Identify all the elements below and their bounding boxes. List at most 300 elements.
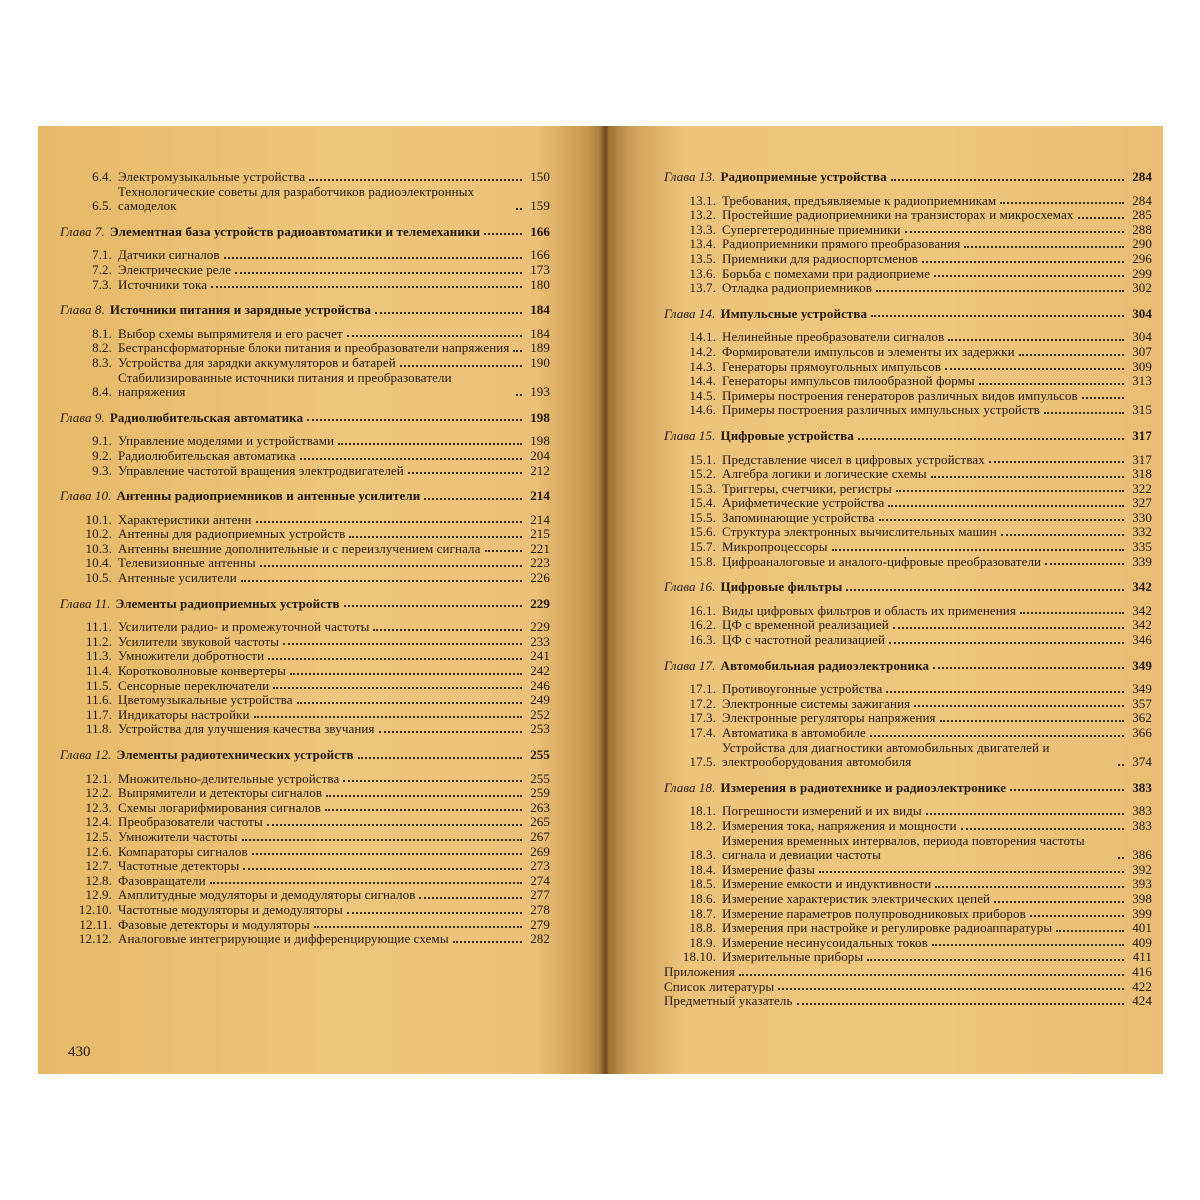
- leader-dots: [419, 897, 522, 899]
- leader-dots: [1082, 397, 1124, 399]
- section-title: Структура электронных вычислительных машин: [722, 524, 997, 540]
- section-number: 11.7.: [85, 706, 112, 722]
- leader-dots: [375, 312, 522, 314]
- section-number: 13.1.: [689, 192, 716, 208]
- section-title: Измерения тока, напряжения и мощности: [722, 817, 957, 833]
- page-ref: 277: [530, 887, 550, 903]
- section-entry: [60, 679, 550, 694]
- leader-dots: [778, 988, 1124, 990]
- section-entry: [664, 511, 1152, 526]
- leader-dots: [961, 828, 1124, 830]
- section-number: 12.2.: [85, 785, 112, 801]
- leader-dots: [485, 550, 522, 552]
- leader-dots: [358, 757, 522, 759]
- section-title: Генераторы прямоугольных импульсов: [722, 358, 942, 374]
- section-number: 10.4.: [85, 555, 112, 571]
- section-number: 6.5.: [92, 198, 112, 214]
- section-title: Измерительные приборы: [722, 949, 864, 965]
- chapter-heading: [60, 303, 550, 318]
- page-ref: 193: [530, 384, 550, 400]
- page-ref: 315: [1132, 402, 1152, 418]
- leader-dots: [256, 521, 522, 523]
- section-title: Борьба с помехами при радиоприеме: [722, 265, 931, 281]
- section-number: 17.1.: [689, 681, 716, 697]
- section-title: Антенные усилители: [118, 570, 237, 586]
- page-ref: 189: [530, 340, 550, 356]
- chapter-title: Автомобильная радиоэлектроника: [720, 657, 930, 673]
- section-number: 13.4.: [689, 236, 716, 252]
- page-ref: 374: [1132, 754, 1152, 770]
- leader-dots: [989, 461, 1124, 463]
- leader-dots: [886, 691, 1124, 693]
- page-ref: 198: [530, 433, 550, 449]
- leader-dots: [516, 394, 522, 396]
- page-ref: 296: [1132, 250, 1152, 266]
- section-entry: [60, 932, 550, 947]
- section-title: Схемы логарифмирования сигналов: [118, 799, 321, 815]
- section-number: 11.4.: [85, 663, 112, 679]
- section-title: Простейшие радиоприемники на транзисторах и микросхемах: [722, 207, 1074, 223]
- section-title: Приемники для радиоспортсменов: [722, 250, 919, 266]
- page-ref: 278: [530, 901, 550, 917]
- leader-dots: [1044, 412, 1124, 414]
- leader-dots: [879, 519, 1125, 521]
- section-entry: [664, 936, 1152, 951]
- leader-dots: [325, 809, 522, 811]
- page-ref: 309: [1132, 358, 1152, 374]
- page-ref: 233: [530, 633, 550, 649]
- leader-dots: [242, 839, 522, 841]
- leader-dots: [931, 476, 1124, 478]
- page-ref: 214: [530, 488, 550, 504]
- section-entry: [60, 556, 550, 571]
- section-entry: [664, 804, 1152, 819]
- section-entry: [664, 711, 1152, 726]
- section-number: 15.5.: [689, 509, 716, 525]
- section-title: Генераторы импульсов пилообразной формы: [722, 373, 975, 389]
- section-entry: [664, 863, 1152, 878]
- page-ref: 383: [1132, 803, 1152, 819]
- page-ref: 399: [1132, 905, 1152, 921]
- leader-dots: [211, 286, 522, 288]
- page-ref: 166: [530, 223, 550, 239]
- leader-dots: [935, 886, 1124, 888]
- page-ref: 269: [530, 843, 550, 859]
- page-ref: 366: [1132, 725, 1152, 740]
- page-ref: 226: [530, 570, 550, 586]
- leader-dots: [948, 339, 1124, 341]
- page-ref: 229: [530, 595, 550, 611]
- right-page-toc: [664, 170, 1152, 1009]
- section-title: Бестрансформаторные блоки питания и преобразователи напряжения: [118, 340, 510, 356]
- leader-dots: [870, 735, 1124, 737]
- section-number: 14.2.: [689, 343, 716, 359]
- leader-dots: [516, 208, 522, 210]
- chapter-title: Элементы радиоприемных устройств: [115, 595, 340, 611]
- page-ref: 150: [530, 169, 550, 184]
- section-entry: [664, 194, 1152, 209]
- leader-dots: [932, 944, 1124, 946]
- leader-dots: [979, 383, 1124, 385]
- page-ref: 253: [530, 721, 550, 737]
- page-ref: 330: [1132, 509, 1152, 525]
- page-ref: 246: [530, 677, 550, 693]
- leader-dots: [224, 257, 522, 259]
- section-entry: [60, 278, 550, 293]
- page-ref: 342: [1132, 617, 1152, 633]
- section-number: 15.6.: [689, 524, 716, 540]
- page-ref: 290: [1132, 236, 1152, 252]
- section-number: 6.4.: [92, 169, 112, 184]
- section-entry: [60, 542, 550, 557]
- leader-dots: [379, 731, 522, 733]
- section-title: Требования, предъявляемые к радиоприемникам: [722, 192, 997, 208]
- leader-dots: [349, 536, 522, 538]
- section-number: 9.2.: [92, 447, 112, 463]
- section-entry: [60, 356, 550, 371]
- section-entry: [664, 741, 1152, 770]
- section-title: Выпрямители и детекторы сигналов: [118, 785, 323, 801]
- leader-dots: [309, 179, 522, 181]
- appendix-entry: [664, 965, 1152, 980]
- section-title: Электромузыкальные устройства: [118, 169, 306, 184]
- section-entry: [664, 281, 1152, 296]
- section-title: Телевизионные антенны: [118, 555, 256, 571]
- page-ref: 349: [1132, 681, 1152, 697]
- section-title: Устройства для улучшения качества звучания: [118, 721, 375, 737]
- chapter-title: Измерения в радиотехнике и радиоэлектронике: [720, 779, 1007, 795]
- page-ref: 346: [1132, 632, 1152, 648]
- section-number: 11.2.: [85, 633, 112, 649]
- section-entry: [60, 248, 550, 263]
- section-number: 7.1.: [92, 247, 112, 263]
- section-number: 15.8.: [689, 553, 716, 569]
- section-entry: [60, 571, 550, 586]
- chapter-label: Глава 15.: [664, 427, 716, 443]
- chapter-heading: [664, 781, 1152, 796]
- page-ref: 241: [530, 648, 550, 664]
- section-entry: [60, 722, 550, 737]
- section-number: 10.3.: [85, 540, 112, 556]
- section-entry: [664, 555, 1152, 570]
- section-title: Радиоприемники прямого преобразования: [722, 236, 961, 252]
- section-entry: [664, 921, 1152, 936]
- section-number: 8.1.: [92, 325, 112, 341]
- chapter-label: Глава 16.: [664, 579, 716, 595]
- left-page-toc: [60, 170, 550, 947]
- section-title: Автоматика в автомобиле: [722, 725, 866, 740]
- page-ref: 249: [530, 692, 550, 708]
- section-title: Противоугонные устройства: [722, 681, 883, 697]
- leader-dots: [1118, 857, 1124, 859]
- leader-dots: [373, 629, 522, 631]
- section-entry: [60, 263, 550, 278]
- leader-dots: [819, 871, 1124, 873]
- section-number: 8.2.: [92, 340, 112, 356]
- chapter-title: Элементная база устройств радиоавтоматики и телемеханики: [109, 223, 481, 239]
- section-title: Запоминающие устройства: [722, 509, 875, 525]
- section-title: Цветомузыкальные устройства: [118, 692, 293, 708]
- chapter-title: Радиолюбительская автоматика: [109, 409, 304, 425]
- section-entry: [664, 237, 1152, 252]
- page-ref: 342: [1132, 602, 1152, 618]
- section-number: 8.3.: [92, 354, 112, 370]
- section-number: 15.7.: [689, 539, 716, 555]
- page-ref: 335: [1132, 539, 1152, 555]
- section-title: Формирователи импульсов и элементы их задержки: [722, 343, 1015, 359]
- page-ref: 255: [530, 747, 550, 762]
- leader-dots: [307, 419, 522, 421]
- section-number: 15.1.: [689, 451, 716, 467]
- section-entry: [664, 467, 1152, 482]
- leader-dots: [314, 926, 522, 928]
- page-ref: 184: [530, 325, 550, 341]
- page-ref: 184: [530, 302, 550, 318]
- page-ref: 223: [530, 555, 550, 571]
- section-title: Умножители частоты: [118, 828, 238, 844]
- section-entry: [60, 185, 550, 214]
- section-number: 13.2.: [689, 207, 716, 223]
- section-number: 13.3.: [689, 221, 716, 237]
- leader-dots: [343, 780, 522, 782]
- chapter-title: Антенны радиоприемников и антенные усилители: [116, 488, 421, 504]
- section-entry: [60, 170, 550, 185]
- page-ref: 252: [530, 706, 550, 722]
- section-number: 8.4.: [92, 384, 112, 400]
- leader-dots: [235, 272, 522, 274]
- section-number: 12.4.: [85, 814, 112, 830]
- page-ref: 386: [1132, 847, 1152, 863]
- section-title: Погрешности измерений и их виды: [722, 803, 922, 819]
- chapter-label: Глава 12.: [60, 747, 112, 762]
- chapter-label: Глава 7.: [60, 223, 105, 239]
- section-number: 10.5.: [85, 570, 112, 586]
- section-title: Измерения при настройке и регулировке радиоаппаратуры: [722, 920, 1053, 936]
- section-title: Измерение параметров полупроводниковых приборов: [722, 905, 1026, 921]
- section-entry: [60, 786, 550, 801]
- chapter-label: Глава 8.: [60, 302, 105, 318]
- section-title: Фазовращатели: [118, 872, 206, 888]
- chapter-label: Глава 14.: [664, 305, 716, 321]
- section-entry: [60, 513, 550, 528]
- section-title: Устройства для диагностики автомобильных двигателей и электрооборудования автомобиля: [722, 739, 1050, 770]
- section-entry: [664, 819, 1152, 834]
- leader-dots: [1001, 534, 1124, 536]
- section-title: Измерение несинусоидальных токов: [722, 934, 928, 950]
- section-number: 12.10.: [78, 901, 112, 917]
- section-number: 14.4.: [689, 373, 716, 389]
- section-number: 13.5.: [689, 250, 716, 266]
- section-number: 16.1.: [689, 602, 716, 618]
- section-title: Антенны внешние дополнительные и с переизлучением сигнала: [118, 540, 481, 556]
- section-number: 18.3.: [689, 847, 716, 863]
- section-title: Амплитудные модуляторы и демодуляторы сигналов: [118, 887, 416, 903]
- page-ref: 279: [530, 916, 550, 932]
- section-number: 12.5.: [85, 828, 112, 844]
- section-entry: [60, 434, 550, 449]
- section-entry: [60, 859, 550, 874]
- leader-dots: [933, 667, 1124, 669]
- section-title: Технологические советы для разработчиков радиоэлектронных самоделок: [118, 183, 475, 214]
- page-ref: 274: [530, 872, 550, 888]
- page-ref: 173: [530, 261, 550, 277]
- page-ref: 263: [530, 799, 550, 815]
- section-entry: [664, 403, 1152, 418]
- section-title: Преобразователи частоты: [118, 814, 263, 830]
- leader-dots: [922, 261, 1124, 263]
- section-entry: [664, 682, 1152, 697]
- section-title: Представление чисел в цифровых устройствах: [722, 451, 985, 467]
- section-number: 11.5.: [85, 677, 112, 693]
- chapter-title: Цифровые устройства: [720, 427, 854, 443]
- page-ref: 401: [1132, 920, 1152, 936]
- section-title: Триггеры, счетчики, регистры: [722, 480, 892, 496]
- page-ref: 212: [530, 462, 550, 478]
- leader-dots: [846, 589, 1124, 591]
- leader-dots: [1118, 764, 1124, 766]
- leader-dots: [344, 605, 522, 607]
- page-ref: 198: [530, 409, 550, 425]
- page-ref: 180: [530, 276, 550, 292]
- leader-dots: [347, 335, 522, 337]
- chapter-heading: [60, 597, 550, 612]
- leader-dots: [408, 472, 522, 474]
- page-ref: 307: [1132, 343, 1152, 359]
- section-entry: [60, 918, 550, 933]
- section-number: 13.7.: [689, 280, 716, 296]
- section-number: 11.8.: [85, 721, 112, 737]
- leader-dots: [876, 290, 1124, 292]
- section-number: 12.11.: [79, 916, 112, 932]
- section-title: Фазовые детекторы и модуляторы: [118, 916, 310, 932]
- section-title: Аналоговые интегрирующие и дифференцирующие схемы: [118, 931, 449, 947]
- section-number: 7.3.: [92, 276, 112, 292]
- section-number: 15.3.: [689, 480, 716, 496]
- leader-dots: [858, 438, 1124, 440]
- page-ref: 318: [1132, 466, 1152, 482]
- appendix-entry: [664, 994, 1152, 1009]
- section-number: 12.12.: [78, 931, 112, 947]
- section-title: Измерения временных интервалов, периода повторения частоты сигнала и девиации частоты: [722, 832, 1085, 863]
- leader-dots: [871, 315, 1124, 317]
- page-number: 430: [68, 1044, 91, 1060]
- section-entry: [664, 892, 1152, 907]
- chapter-label: Глава 18.: [664, 779, 716, 795]
- leader-dots: [300, 458, 522, 460]
- leader-dots: [260, 565, 522, 567]
- page-ref: 313: [1132, 373, 1152, 389]
- section-entry: [664, 540, 1152, 555]
- section-number: 17.3.: [689, 710, 716, 726]
- section-title: Датчики сигналов: [118, 247, 220, 263]
- leader-dots: [1000, 202, 1124, 204]
- section-number: 15.4.: [689, 495, 716, 511]
- section-entry: [60, 815, 550, 830]
- section-title: Антенны для радиоприемных устройств: [118, 526, 346, 542]
- leader-dots: [964, 246, 1124, 248]
- page-ref: 322: [1132, 480, 1152, 496]
- page-ref: 204: [530, 447, 550, 463]
- page-ref: 282: [530, 931, 550, 947]
- leader-dots: [940, 720, 1124, 722]
- leader-dots: [254, 716, 522, 718]
- section-number: 14.3.: [689, 358, 716, 374]
- section-number: 14.1.: [689, 329, 716, 345]
- section-title: Отладка радиоприемников: [722, 280, 873, 296]
- page-ref: 255: [530, 770, 550, 786]
- leader-dots: [210, 882, 522, 884]
- section-entry: [60, 772, 550, 787]
- page-ref: 214: [530, 511, 550, 527]
- section-title: Частотные детекторы: [118, 858, 240, 874]
- section-entry: [60, 874, 550, 889]
- section-title: Сенсорные переключатели: [118, 677, 270, 693]
- page-ref: 383: [1132, 779, 1152, 795]
- leader-dots: [267, 824, 522, 826]
- section-entry: [664, 604, 1152, 619]
- section-entry: [664, 453, 1152, 468]
- chapter-title: Цифровые фильтры: [720, 579, 843, 595]
- section-entry: [664, 389, 1152, 404]
- chapter-label: Глава 9.: [60, 409, 105, 425]
- section-number: 18.1.: [689, 803, 716, 819]
- page-ref: 285: [1132, 207, 1152, 223]
- leader-dots: [926, 813, 1124, 815]
- section-title: Электрические реле: [118, 261, 232, 277]
- section-title: Коротковолновые конвертеры: [118, 663, 286, 679]
- section-number: 11.3.: [85, 648, 112, 664]
- leader-dots: [347, 912, 522, 914]
- page-ref: 166: [530, 247, 550, 263]
- leader-dots: [338, 443, 522, 445]
- chapter-title: Импульсные устройства: [720, 305, 868, 321]
- section-entry: [60, 371, 550, 400]
- leader-dots: [1056, 930, 1124, 932]
- page-ref: 422: [1132, 978, 1152, 994]
- section-title: Частотные модуляторы и демодуляторы: [118, 901, 343, 917]
- page-ref: 424: [1132, 993, 1152, 1009]
- section-entry: [664, 633, 1152, 648]
- page-ref: 416: [1132, 963, 1152, 979]
- section-entry: [60, 341, 550, 356]
- section-title: Радиолюбительская автоматика: [118, 447, 296, 463]
- page-ref: 409: [1132, 934, 1152, 950]
- section-entry: [664, 345, 1152, 360]
- chapter-title: Радиоприемные устройства: [720, 169, 887, 184]
- section-title: Компараторы сигналов: [118, 843, 248, 859]
- page-ref: 393: [1132, 876, 1152, 892]
- leader-dots: [283, 643, 522, 645]
- leader-dots: [268, 658, 522, 660]
- leader-dots: [252, 853, 522, 855]
- section-entry: [60, 449, 550, 464]
- section-number: 18.7.: [689, 905, 716, 921]
- section-entry: [664, 834, 1152, 863]
- page-ref: 288: [1132, 221, 1152, 237]
- section-title: Микропроцессоры: [722, 539, 828, 555]
- section-title: Выбор схемы выпрямителя и его расчет: [118, 325, 343, 341]
- page-ref: 357: [1132, 695, 1152, 711]
- section-number: 15.2.: [689, 466, 716, 482]
- leader-dots: [934, 275, 1124, 277]
- leader-dots: [891, 179, 1124, 181]
- section-title: Источники тока: [118, 276, 208, 292]
- page-ref: 302: [1132, 280, 1152, 296]
- chapter-heading: [664, 429, 1152, 444]
- section-entry: [60, 464, 550, 479]
- section-entry: [60, 708, 550, 723]
- section-entry: [664, 877, 1152, 892]
